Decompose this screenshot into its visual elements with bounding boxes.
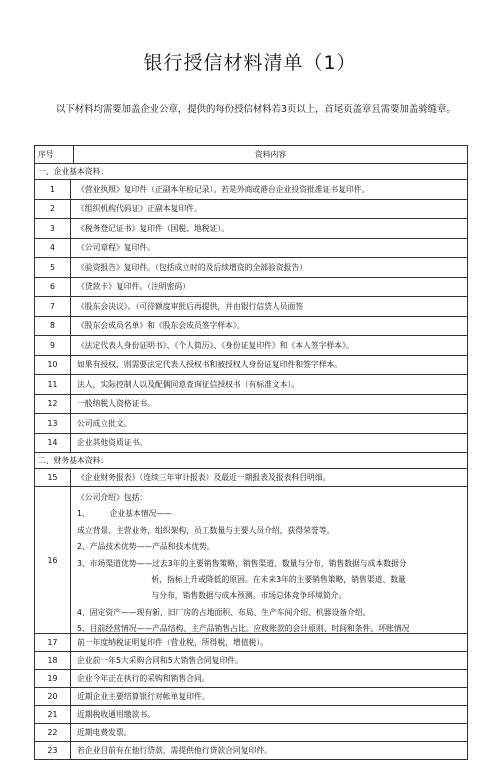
row-content: 《法定代表人身份证明书》、《个人简历》、《身份证复印件》和《本人签字样本》。 <box>77 340 354 350</box>
row-content: 企业前一年5大采购合同和5大销售合同复印件。 <box>77 656 243 665</box>
intro-line: 2、产品技术优势——产品和技术优势。 <box>77 542 215 552</box>
table-row <box>35 200 467 220</box>
row-number: 17 <box>35 634 71 651</box>
table-header <box>35 146 467 164</box>
row-number: 1 <box>35 180 71 199</box>
table-row <box>35 180 467 200</box>
intro-line: 析，指标上升或降低的原因。在未来3年的主要销售策略，销售渠道、数量 <box>77 574 406 584</box>
row-content: 《验资报告》复印件。（包括成立时的及后续增资的全部验资报告） <box>77 262 308 272</box>
row-content: 近期企业主要结算银行对帐单复印件。 <box>77 692 210 701</box>
table-row <box>35 375 467 395</box>
intro-line: 《公司介绍》包括： <box>77 493 148 502</box>
table-row <box>35 742 467 760</box>
intro-line: 4、固定资产——现有新、旧厂房的占地面积、布局、生产车间介绍、机器设备介绍。 <box>77 607 371 617</box>
row-number: 14 <box>35 434 71 453</box>
row-number: 8 <box>35 317 71 336</box>
section-label: 一、企业基本资料： <box>35 164 467 180</box>
table-row <box>35 487 467 634</box>
row-content: 近期电费发票。 <box>77 728 132 737</box>
table-row <box>35 469 467 487</box>
section-2-rows <box>35 469 467 487</box>
row-number: 15 <box>35 469 71 486</box>
row-content: 法人，实际控制人以及配偶同意查询征信授权书（有标准文本）。 <box>77 379 300 389</box>
row-number: 18 <box>35 652 71 669</box>
row-content: 《股东会成员名单》和《股东会成员签字样本》。 <box>77 321 245 331</box>
section-1-rows <box>35 180 467 453</box>
row-content: 公司成立批文。 <box>77 418 132 428</box>
table-row <box>35 724 467 742</box>
row-content: 近期税收通用缴款书。 <box>77 710 155 719</box>
table-row <box>35 336 467 356</box>
header-content: 资料内容 <box>254 150 287 159</box>
row-number: 10 <box>35 356 71 375</box>
table-row <box>35 634 467 652</box>
row-content: 企业今年正在执行的采购和销售合同。 <box>77 674 210 683</box>
table-row <box>35 219 467 239</box>
table-row <box>35 652 467 670</box>
section-2-rows-after <box>35 634 467 760</box>
table-row <box>35 317 467 337</box>
row-number: 13 <box>35 414 71 433</box>
row-number: 21 <box>35 706 71 723</box>
row-number: 3 <box>35 219 71 238</box>
intro-paragraph: 以下材料均需要加盖企业公章，提供的每份授信材料若3页以上，首尾页盖章且需要加盖骑缝章。 <box>56 104 456 115</box>
row-content: 《营业执照》复印件（正副本年检记录）。若是外商或港台企业投资批准证书复印件。 <box>77 184 370 194</box>
row-number: 22 <box>35 724 71 741</box>
row-number: 9 <box>35 336 71 355</box>
row-content: 《股东会决议》。（可待额度审批后再提供，并由银行信贷人员面签 <box>77 301 304 311</box>
table-row <box>35 706 467 724</box>
table-row <box>35 258 467 278</box>
company-intro-cell <box>71 487 467 633</box>
section-label: 二、财务基本资料： <box>35 453 467 469</box>
row-number: 6 <box>35 278 71 297</box>
table-row <box>35 688 467 706</box>
table-row <box>35 356 467 376</box>
row-number: 7 <box>35 297 71 316</box>
intro-line: 3、市场渠道优势——过去3年的主要销售策略，销售渠道、数量与分布，销售数据与成本数据分 <box>77 558 407 568</box>
table-row <box>35 414 467 434</box>
row-content: 《贷款卡》复印件。（注明密码） <box>77 282 191 292</box>
row-content: 如果有授权，则需要法定代表人授权书和被授权人身份证复印件和签字样本。 <box>77 360 343 370</box>
row-number: 23 <box>35 742 71 759</box>
header-no: 序号 <box>35 146 74 163</box>
row-content: 《公司章程》复印件。 <box>77 243 155 253</box>
materials-table <box>34 145 468 760</box>
row-number: 16 <box>35 487 71 633</box>
table-row <box>35 278 467 298</box>
row-content: 前一年度纳税证明复印件（营业税，所得税，增值税）。 <box>77 638 269 647</box>
table-row <box>35 297 467 317</box>
row-number: 2 <box>35 200 71 219</box>
row-content: 《组织机构代码证》正副本复印件。 <box>77 204 202 214</box>
table-row <box>35 395 467 415</box>
row-content: 一般纳税人资格证书。 <box>77 399 155 409</box>
row-content: 《企业财务报表》（连续三年审计报表）及最近一期报表及报表科目明细。 <box>77 473 331 482</box>
intro-line: 与分布，销售数据与成本预测。市场总体竞争环境简介。 <box>77 591 347 601</box>
intro-line: 成立背景、主营业务，组织架构，员工数量与主要人员介绍，获得荣誉等。 <box>77 525 335 535</box>
row-number: 12 <box>35 395 71 414</box>
row-content: 企业其他资质证书。 <box>77 438 148 448</box>
intro-line: 1、 企业基本情况—— <box>77 509 172 519</box>
row-number: 5 <box>35 258 71 277</box>
row-number: 19 <box>35 670 71 687</box>
row-content: 若企业目前有在他行贷款，需提供他行贷款合同复印件。 <box>77 746 272 755</box>
table-row <box>35 239 467 259</box>
row-number: 11 <box>35 375 71 394</box>
table-row <box>35 434 467 454</box>
table-row <box>35 670 467 688</box>
row-content: 《税务登记证书》复印件（国税、地税证）。 <box>77 223 230 233</box>
row-number: 4 <box>35 239 71 258</box>
intro-line: 5、目前经营情况——产品结构、主产品销售占比。应收账款的会计原则、时间和条件。坏账情况 <box>77 624 410 633</box>
page-title: 银行授信材料清单（1） <box>143 52 357 74</box>
row-number: 20 <box>35 688 71 705</box>
